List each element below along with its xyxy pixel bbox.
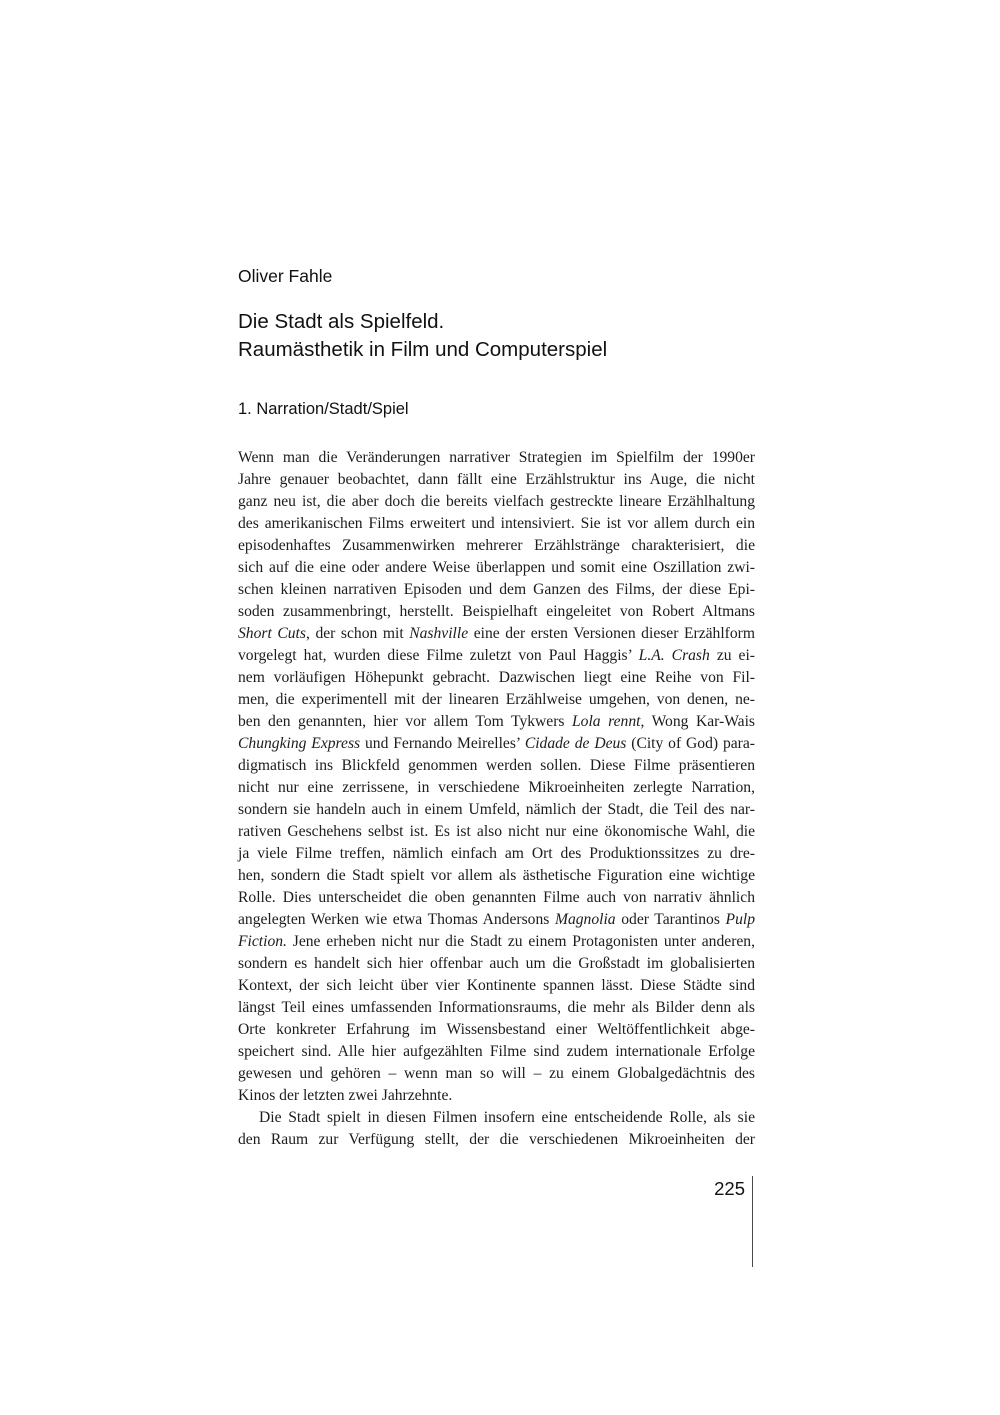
text-line: sondern es handelt sich hier offenbar auch um die Großstadt im globalisierten <box>238 955 755 972</box>
text-line: den Raum zur Verfügung stellt, der die verschiedenen Mikroeinheiten der <box>238 1131 755 1148</box>
text-line: des amerikanischen Films erweitert und intensiviert. Sie ist vor allem durch ein <box>238 515 755 532</box>
text-line: soden zusammenbringt, herstellt. Beispielhaft eingeleitet von Robert Altmans <box>238 603 755 620</box>
text-line: nem vorläufigen Höhepunkt gebracht. Dazwischen liegt eine Reihe von Fil- <box>238 669 755 686</box>
text-line: men, die experimentell mit der linearen Erzählweise umgehen, von denen, ne- <box>238 691 755 708</box>
text-line: Short Cuts, der schon mit Nashville eine der ersten Versionen dieser Erzählform <box>238 625 755 642</box>
text-line: Jahre genauer beobachtet, dann fällt eine Erzählstruktur ins Auge, die nicht <box>238 471 755 488</box>
text-line: sondern sie handeln auch in einem Umfeld, nämlich der Stadt, die Teil des nar- <box>238 801 755 818</box>
text-line: hen, sondern die Stadt spielt vor allem als ästhetische Figuration eine wichtige <box>238 867 755 884</box>
text-line: speichert sind. Alle hier aufgezählten Filme sind zudem internationale Erfolge <box>238 1043 755 1060</box>
text-line: rativen Geschehens selbst ist. Es ist also nicht nur eine ökonomische Wahl, die <box>238 823 755 840</box>
page-number-rule <box>752 1176 753 1267</box>
text-line: nicht nur eine zerrissene, in verschiedene Mikroeinheiten zerlegte Narration, <box>238 779 755 796</box>
text-line: Orte konkreter Erfahrung im Wissensbestand einer Weltöffentlichkeit abge- <box>238 1021 755 1038</box>
text-line: episodenhaftes Zusammenwirken mehrerer Erzählstränge charakterisiert, die <box>238 537 755 554</box>
section-heading: 1. Narration/Stadt/Spiel <box>238 400 409 418</box>
body-text <box>238 447 755 1151</box>
text-line: ben den genannten, hier vor allem Tom Tykwers Lola rennt, Wong Kar-Wais <box>238 713 755 730</box>
text-line: Die Stadt spielt in diesen Filmen insofern eine entscheidende Rolle, als sie <box>259 1109 755 1126</box>
text-line: längst Teil eines umfassenden Informationsraums, die mehr als Bilder denn als <box>238 999 755 1016</box>
title-line-2: Raumästhetik in Film und Computerspiel <box>238 338 608 361</box>
text-line: ja viele Filme treffen, nämlich einfach am Ort des Produktionssitzes zu dre- <box>238 845 755 862</box>
text-line: Fiction. Jene erheben nicht nur die Stadt zu einem Protagonisten unter anderen, <box>238 933 755 950</box>
text-line: digmatisch ins Blickfeld genommen werden sollen. Diese Filme präsentieren <box>238 757 755 774</box>
text-line: sich auf die eine oder andere Weise überlappen und somit eine Oszillation zwi- <box>238 559 755 576</box>
text-line: Chungking Express und Fernando Meirelles’ Cidade de Deus (City of God) para- <box>238 735 755 752</box>
text-line: schen kleinen narrativen Episoden und dem Ganzen des Films, der diese Epi- <box>238 581 755 598</box>
text-line: vorgelegt hat, wurden diese Filme zuletzt von Paul Haggis’ L.A. Crash zu ei- <box>238 647 755 664</box>
text-line: ganz neu ist, die aber doch die bereits vielfach gestreckte lineare Erzählhaltung <box>238 493 755 510</box>
author-name: Oliver Fahle <box>238 266 333 286</box>
text-line: gewesen und gehören – wenn man so will – zu einem Globalgedächtnis des <box>238 1065 755 1082</box>
text-line: angelegten Werken wie etwa Thomas Andersons Magnolia oder Tarantinos Pulp <box>238 911 755 928</box>
text-line: Kinos der letzten zwei Jahrzehnte. <box>238 1087 453 1104</box>
text-line: Rolle. Dies unterscheidet die oben genannten Filme auch von narrativ ähnlich <box>238 889 755 906</box>
page-title <box>238 308 758 364</box>
text-line: Wenn man die Veränderungen narrativer Strategien im Spielfilm der 1990er <box>238 449 755 466</box>
title-line-1: Die Stadt als Spielfeld. <box>238 310 445 333</box>
page-number: 225 <box>714 1178 745 1199</box>
text-line: Kontext, der sich leicht über vier Kontinente spannen lässt. Diese Städte sind <box>238 977 755 994</box>
